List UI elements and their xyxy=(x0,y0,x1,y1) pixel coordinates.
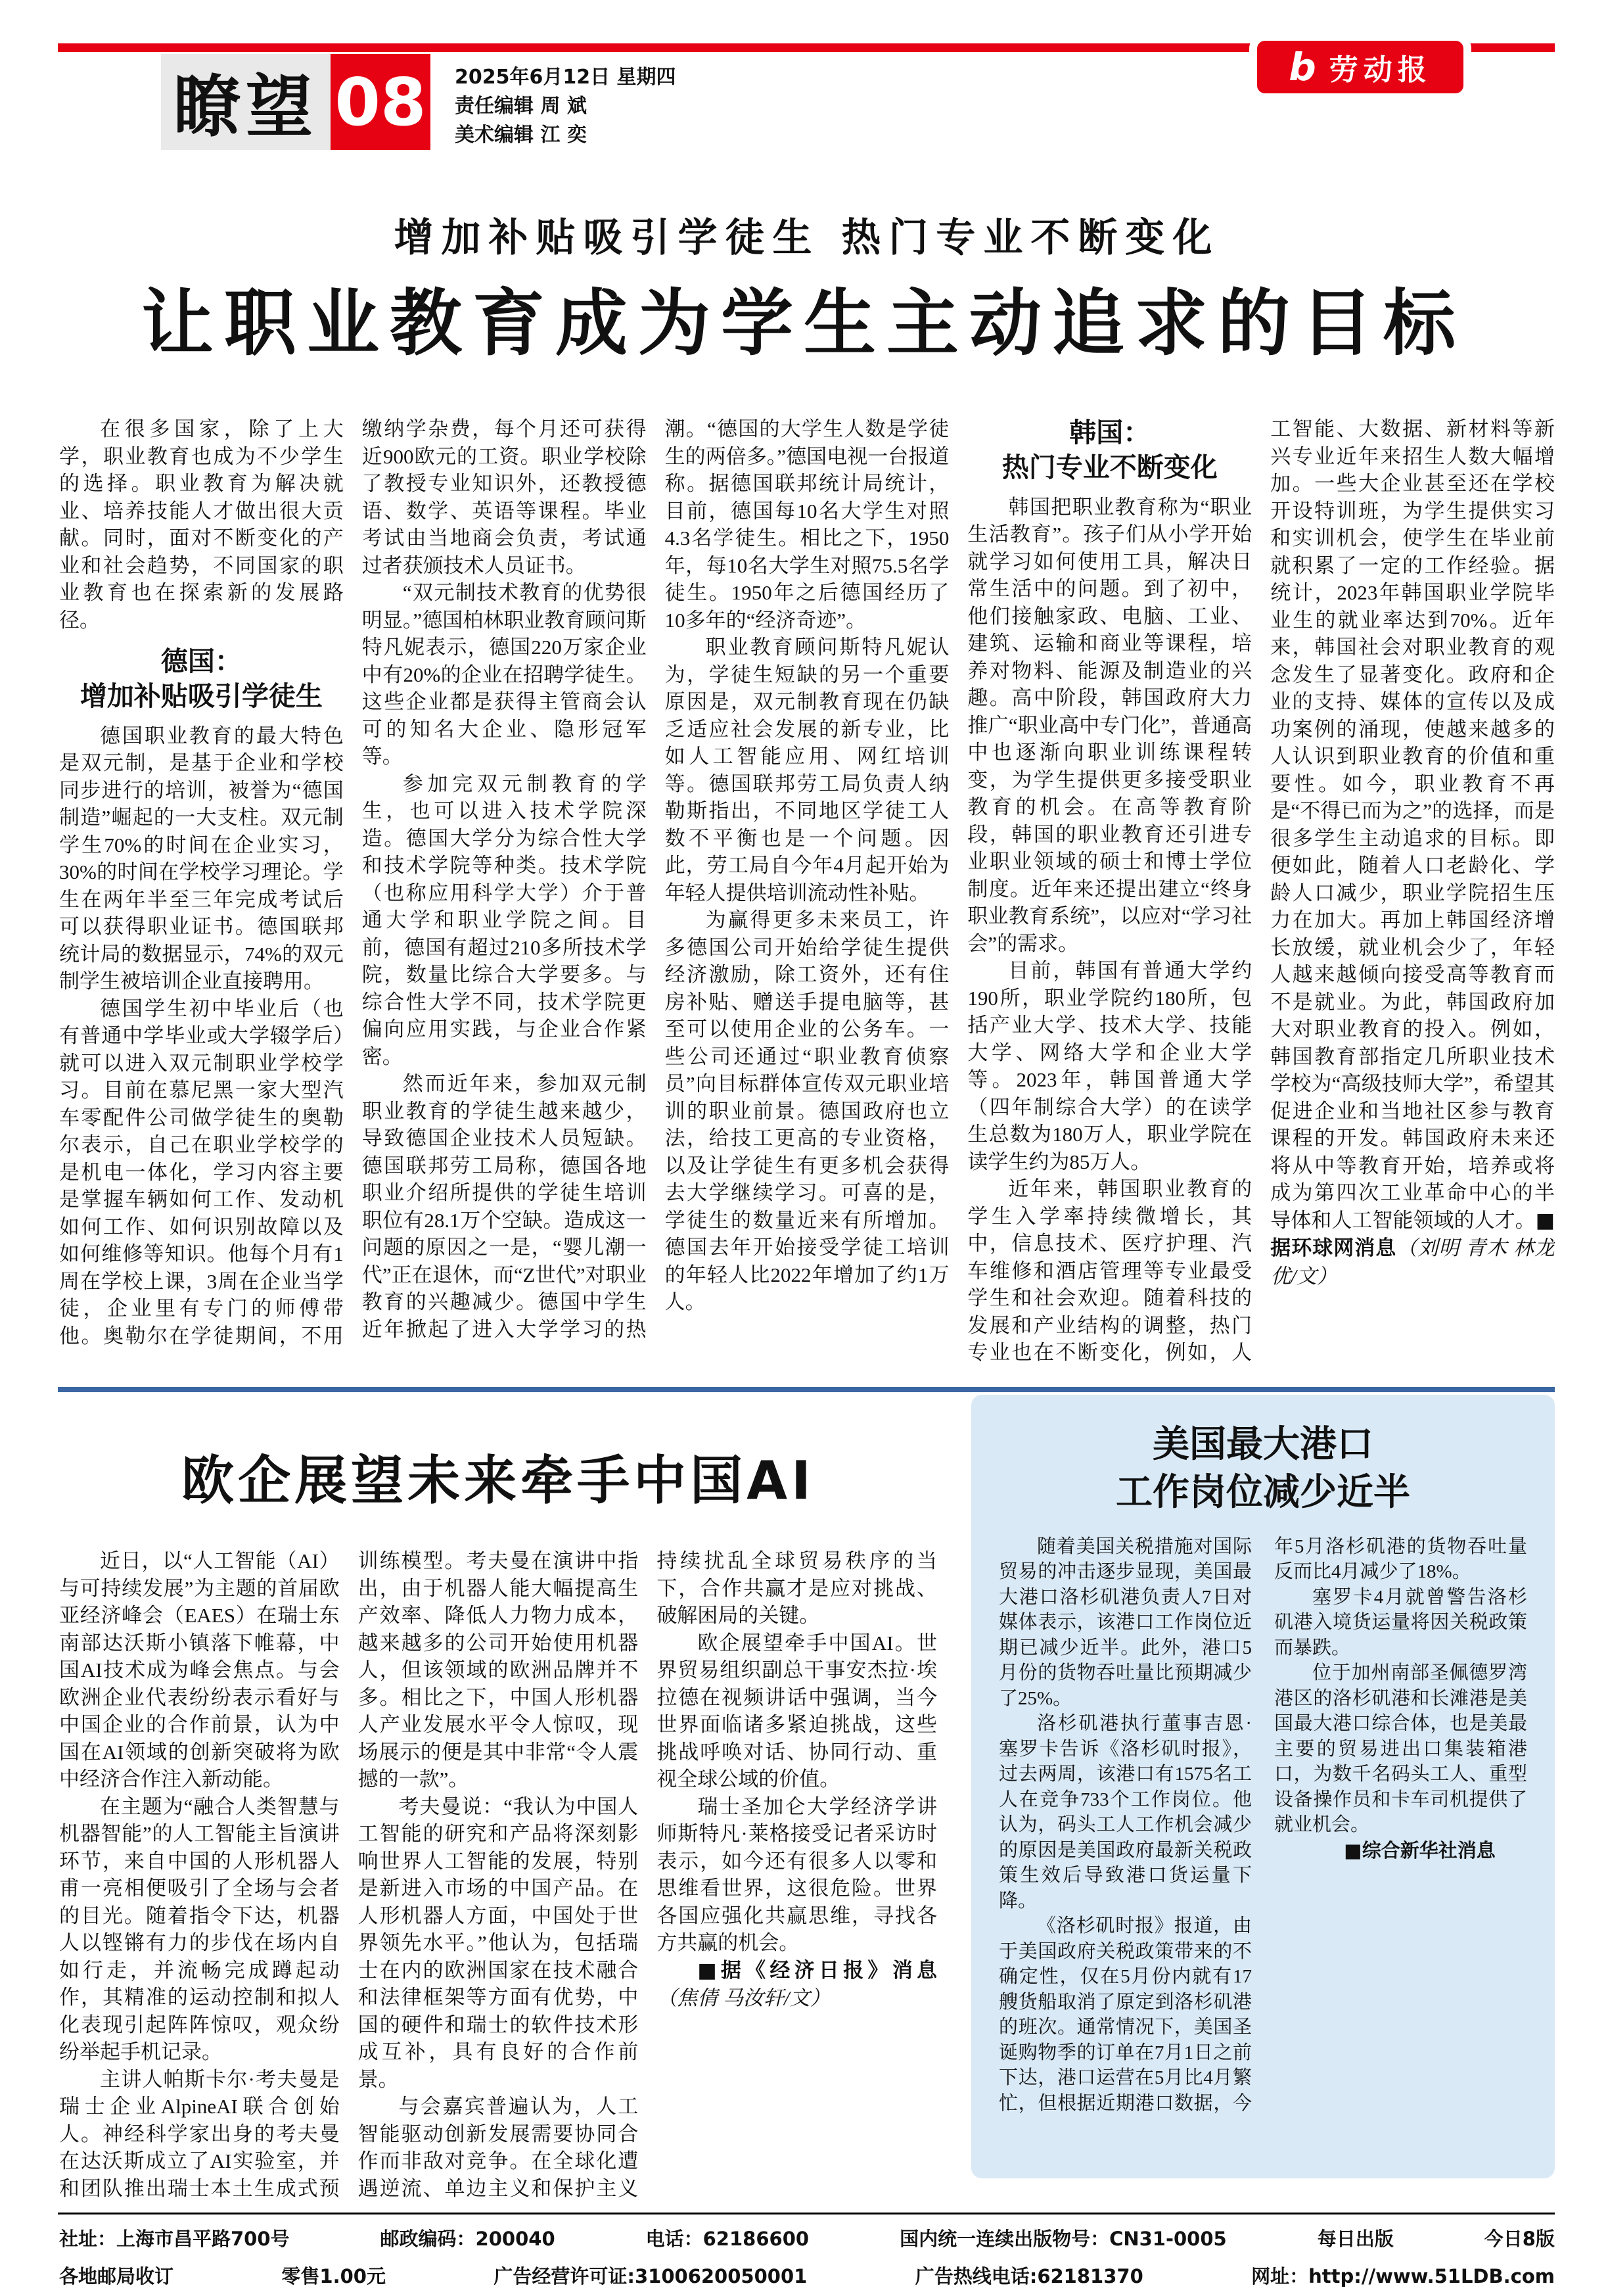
logo-name: 劳动报 xyxy=(1329,53,1432,87)
article1-subhead-germany xyxy=(59,644,344,715)
paragraph: “双元制技术教育的优势很明显。”德国柏林职业教育顾问斯特凡妮表示，德国220万家企业中有20%的企业在招聘学徒生。这些企业都是获得主管商会认可的知名大企业、隐形冠军等。 xyxy=(361,581,647,768)
footer-row-1 xyxy=(59,2224,1555,2251)
paragraph: 韩国把职业教育称为“职业生活教育”。孩子们从小学开始就学习如何使用工具，解决日常生活中的问题。到了初中，他们接触家政、电脑、工业、建筑、运输和商业等课程，培养对物料、能源及制造业的兴趣。高中阶段，韩国政府大力推广“职业高中专门化”，普通高中也逐渐向职业训练课程转变，为学生提供更多接受职业教育的机会。在高等教育阶段，韩国的职业教育还引进专业职业领域的硕士和博士学位制度。近年来还提出建立“终身职业教育系统”，以应对“学习社会”的需求。 xyxy=(967,495,1252,955)
masthead-meta xyxy=(455,63,676,150)
footer-row-2 xyxy=(59,2262,1555,2289)
paragraph: 主讲人帕斯卡尔·考夫曼是瑞士企业AlpineAI联合创始人。神经科学家出身的考夫曼在达沃斯成立了AI实验室，并和团队推出瑞士本土生成式预训练模型。考夫曼在演讲中指出，由于机器人能大幅提高生产效率、降低人力物力成本，越来越多的公司开始使用机器人，但该领域的欧洲品牌并不多。相比之下，中国人形机器人产业发展水平令人惊叹，现场展示的便是其中非常“令人震撼的一款”。 xyxy=(59,1549,639,2200)
paragraph: 德国学生初中毕业后（也有普通中学毕业或大学辍学后）就可以进入双元制职业学校学习。目前在慕尼黑一家大型汽车零配件公司做学徒生的奥勒尔表示，自己在职业学校学的是机电一体化，学习内容主要是掌握车辆如何工作、发动机如何工作、如何识别故障以及如何维修等知识。他每个月有1周在学校上课，3周在企业当学徒，企业里有专门的师傅带他。奥勒尔在学徒期间，不用缴纳学杂费，每个月还可获得近900欧元的工资。职业学校除了教授专业知识外，还教授德语、数学、英语等课程。毕业考试由当地商会负责，考试通过者获颁技术人员证书。 xyxy=(59,417,647,1347)
article2-byline xyxy=(656,1957,937,2012)
headline-title: 让职业教育成为学生主动追求的目标 xyxy=(141,281,1466,365)
headline-kicker: 增加补贴吸引学徒生 热门专业不断变化 xyxy=(394,215,1220,261)
port-box-title-line: 美国最大港口 xyxy=(1153,1423,1373,1466)
editor-line-1: 责任编辑 周 斌 xyxy=(455,95,587,118)
paragraph: 《洛杉矶时报》报道，由于美国政府关税政策带来的不确定性，仅在5月份内就有17艘货船取消了原定到洛杉矶港的班次。通常情况下，美国圣诞购物季的订单在7月1日之前下达，港口运营在5月比4月繁忙，但根据近期港口数据，今年5月洛杉矶港的货物吞吐量反而比4月减少了18%。 xyxy=(999,1535,1527,2114)
newspaper-logo xyxy=(1257,41,1463,93)
paragraph: 随着美国关税措施对国际贸易的冲击逐步显现，美国最大港口洛杉矶港负责人7日对媒体表示，该港口工作岗位近期已减少近半。此外，港口5月份的货物吞吐量比预期减少了25%。 xyxy=(999,1535,1252,1709)
date-line: 2025年6月12日 星期四 xyxy=(455,66,676,89)
footer-rule xyxy=(58,2213,1555,2214)
port-box-byline: ■综合新华社消息 xyxy=(1344,1839,1496,1862)
section-name-box xyxy=(161,54,331,150)
article2-byline-source: ■据《经济日报》消息 xyxy=(697,1958,937,1982)
page-number-box xyxy=(331,54,430,150)
paragraph: 塞罗卡4月就曾警告洛杉矶港入境货运量将因关税政策而暴跌。 xyxy=(1274,1586,1527,1658)
footer-publication-number: 国内统一连续出版物号：CN31-0005 xyxy=(900,2228,1227,2250)
port-box-title xyxy=(999,1421,1527,1517)
paragraph: 近日，以“人工智能（AI）与可持续发展”为主题的首届欧亚经济峰会（EAES）在瑞士东南部达沃斯小镇落下帷幕，中国AI技术成为峰会焦点。与会欧洲企业代表纷纷表示看好与中国企业的合作前景，认为中国在AI领域的创新突破将为欧中经济合作注入新动能。 xyxy=(59,1549,340,1791)
paragraph: 考夫曼说：“我认为中国人工智能的研究和产品将深刻影响世界人工智能的发展，特别是新进入市场的中国产品。在人形机器人方面，中国处于世界领先水平。”他认为，包括瑞士在内的欧洲国家在技术融合和法律框架等方面有优势，中国的硬件和瑞士的软件技术形成互补，具有良好的合作前景。 xyxy=(357,1794,639,2091)
paragraph: 在主题为“融合人类智慧与机器智能”的人工智能主旨演讲环节，来自中国的人形机器人甫一亮相便吸引了全场与会者的目光。随着指令下达，机器人以铿锵有力的步伐在场内自如行走，并流畅完成蹲起动作，其精准的运动控制和拟人化表现引起阵阵惊叹，观众纷纷举起手机记录。 xyxy=(59,1794,340,2063)
subhead-line: 德国： xyxy=(160,645,242,677)
paragraph: 德国职业教育的最大特色是双元制，是基于企业和学校同步进行的培训，被誉为“德国制造”崛起的一大支柱。双元制学生70%的时间在企业实习，30%的时间在学校学习理论。学生在两年半至三年完成考试后可以获得职业证书。德国联邦统计局的数据显示，74%的双元制学生被培训企业直接聘用。 xyxy=(59,724,344,993)
paragraph: 为赢得更多未来员工，许多德国公司开始给学徒生提供经济激励，除工资外，还有住房补贴、赠送手提电脑等，甚至可以使用企业的公务车。一些公司还通过“职业教育侦察员”向目标群体宣传双元职业培训的职业前景。德国政府也立法，给技工更高的专业资格，以及让学徒生有更多机会获得去大学继续学习。可喜的是，学徒生的数量近来有所增加。德国去年开始接受学徒工培训的年轻人比2022年增加了约1万人。 xyxy=(664,908,950,1313)
footer xyxy=(59,2224,1555,2296)
article2-columns xyxy=(59,1547,937,2213)
footer-website: 网址：http://www.51LDB.com xyxy=(1251,2265,1555,2287)
paragraph-text: 近年来，韩国职业教育的学生入学率持续微增长，其中，信息技术、医疗护理、汽车维修和酒店管理等专业最受学生和社会欢迎。随着科技的发展和产业结构的调整，热门专业也在不断变化，例如，人工智能、大数据、新材料等新兴专业近年来招生人数大幅增加。一些大企业甚至还在学校开设特训班，为学生提供实习和实训机会，使学生在毕业前就积累了一定的工作经验。据统计，2023年韩国职业学院毕业生的就业率达到70%。近年来，韩国社会对职业教育的观念发生了显著变化。政府和企业的支持、媒体的宣传以及成功案例的涌现，使越来越多的人认识到职业教育的价值和重要性。如今，职业教育不再是“不得已而为之”的选择，而是很多学生主动追求的目标。即便如此，随着人口老龄化、学龄人口减少，职业学院招生压力在加大。再加上韩国经济增长放缓，就业机会少了，年轻人越来越倾向接受高等教育而不是就业。为此，韩国政府加大对职业教育的投入。例如，韩国教育部指定几所职业技术学校为“高级技师大学”，希望其促进企业和当地社区参与教育课程的开发。韩国政府未来还将从中等教育开始，培养或将成为第四次工业革命中心的半导体和人工智能领域的人才。 xyxy=(967,417,1555,1365)
article1-columns xyxy=(59,415,1555,1370)
paragraph: 洛杉矶港执行董事吉恩·塞罗卡告诉《洛杉矶时报》，过去两周，该港口有1575名工人在竞争733个工作岗位。他认为，码头工人工作机会减少的原因是美国政府最新关税政策生效后导致港口货运量下降。 xyxy=(999,1713,1252,1911)
article2-title: 欧企展望未来牵手中国AI xyxy=(181,1450,815,1511)
paragraph: 目前，韩国有普通大学约190所，职业学院约180所，包括产业大学、技术大学、技能大学、网络大学和企业大学等。2023年，韩国普通大学（四年制综合大学）的在读学生总数为180万人，职业学院在读学生约为85万人。 xyxy=(967,959,1252,1173)
page-number: 08 xyxy=(334,63,426,141)
paragraph: 职业教育顾问斯特凡妮认为，学徒生短缺的另一个重要原因是，双元制教育现在仍缺乏适应社会发展的新专业，比如人工智能应用、网红培训等。德国联邦劳工局负责人纳勒斯指出，不同地区学徒工人数不平衡也是一个问题。因此，劳工局自今年4月起开始为年轻人提供培训流动性补贴。 xyxy=(664,636,950,904)
paragraph: 然而近年来，参加双元制职业教育的学徒生越来越少，导致德国企业技术人员短缺。德国联邦劳工局称，德国各地职业介绍所提供的学徒生培训职位有28.1万个空缺。造成这一问题的原因之一是，“婴儿潮一代”正在退休，而“Z世代”对职业教育的兴趣减少。德国中学生近年掀起了进入大学学习的热潮。“德国的大学生人数是学徒生的两倍多。”德国电视一台报道称。据德国联邦统计局统计，目前，德国每10名大学生对照4.3名学徒生。相比之下，1950年，每10名大学生对照75.5名学徒生。1950年之后德国经历了10多年的“经济奇迹”。 xyxy=(361,417,950,1341)
port-news-box xyxy=(971,1395,1555,2178)
article1-intro: 在很多国家，除了上大学，职业教育也成为不少学生的选择。职业教育为解决就业、培养技能人才做出很大贡献。同时，面对不断变化的产业和社会趋势，不同国家的职业教育也在探索新的发展路径。 xyxy=(59,417,344,632)
paragraph: 与会嘉宾普遍认为，人工智能驱动创新发展需要协同合作而非敌对竞争。在全球化遭遇逆流、单边主义和保护主义持续扰乱全球贸易秩序的当下，合作共赢才是应对挑战、破解困局的关键。 xyxy=(357,1549,937,2200)
editor-line-2: 美术编辑 江 奕 xyxy=(455,124,587,147)
section-divider-rule xyxy=(58,1387,1555,1392)
subhead-line: 热门专业不断变化 xyxy=(1001,452,1218,484)
paragraph: 参加完双元制教育的学生，也可以进入技术学院深造。德国大学分为综合性大学和技术学院等种类。技术学院（也称应用科学大学）介于普通大学和职业学院之间。目前，德国有超过210多所技术学院，数量比综合大学要多。与综合性大学不同，技术学院更偏向应用实践，与企业合作紧密。 xyxy=(361,772,647,1068)
subhead-line: 增加补贴吸引学徒生 xyxy=(80,680,323,713)
footer-subscription: 各地邮局收订 xyxy=(59,2265,174,2287)
footer-phone: 电话：62186600 xyxy=(645,2228,810,2250)
port-box-columns xyxy=(999,1534,1527,2157)
footer-postcode: 邮政编码：200040 xyxy=(380,2228,555,2250)
subhead-line: 韩国： xyxy=(1069,417,1151,448)
footer-ad-license: 广告经营许可证:3100620050001 xyxy=(494,2265,808,2287)
article1-subhead-korea xyxy=(967,415,1252,486)
section-name: 瞭望 xyxy=(173,71,318,145)
article2-byline-authors: （焦倩 马汝轩/文） xyxy=(656,1986,831,2009)
footer-retail-price: 零售1.00元 xyxy=(281,2265,386,2287)
logo-b-icon: b xyxy=(1289,45,1316,89)
paragraph: 位于加州南部圣佩德罗湾港区的洛杉矶港和长滩港是美国最大港口综合体，也是美最主要的贸易进出口集装箱港口，为数千名码头工人、重型设备操作员和卡车司机提供了就业机会。 xyxy=(1274,1662,1527,1836)
port-box-title-line: 工作岗位减少近半 xyxy=(1116,1470,1410,1514)
article1-byline-authors: （刘明 青木 林龙优/文） xyxy=(1270,1236,1555,1288)
footer-ad-hotline: 广告热线电话:62181370 xyxy=(915,2265,1143,2287)
footer-daily-publish: 每日出版 xyxy=(1317,2228,1394,2250)
footer-address: 社址：上海市昌平路700号 xyxy=(59,2228,290,2250)
footer-pages-today: 今日8版 xyxy=(1484,2228,1555,2250)
paragraph: 欧企展望牵手中国AI。世界贸易组织副总干事安杰拉·埃拉德在视频讲话中强调，当今世界面临诸多紧迫挑战，这些挑战呼唤对话、协同行动、重视全球公域的价值。 xyxy=(656,1631,937,1791)
paragraph: 瑞士圣加仑大学经济学讲师斯特凡·莱格接受记者采访时表示，如今还有很多人以零和思维看世界，这很危险。世界各国应强化共赢思维，寻找各方共赢的机会。 xyxy=(656,1794,937,1954)
article1-byline-source: ■据环球网消息 xyxy=(1270,1208,1555,1260)
